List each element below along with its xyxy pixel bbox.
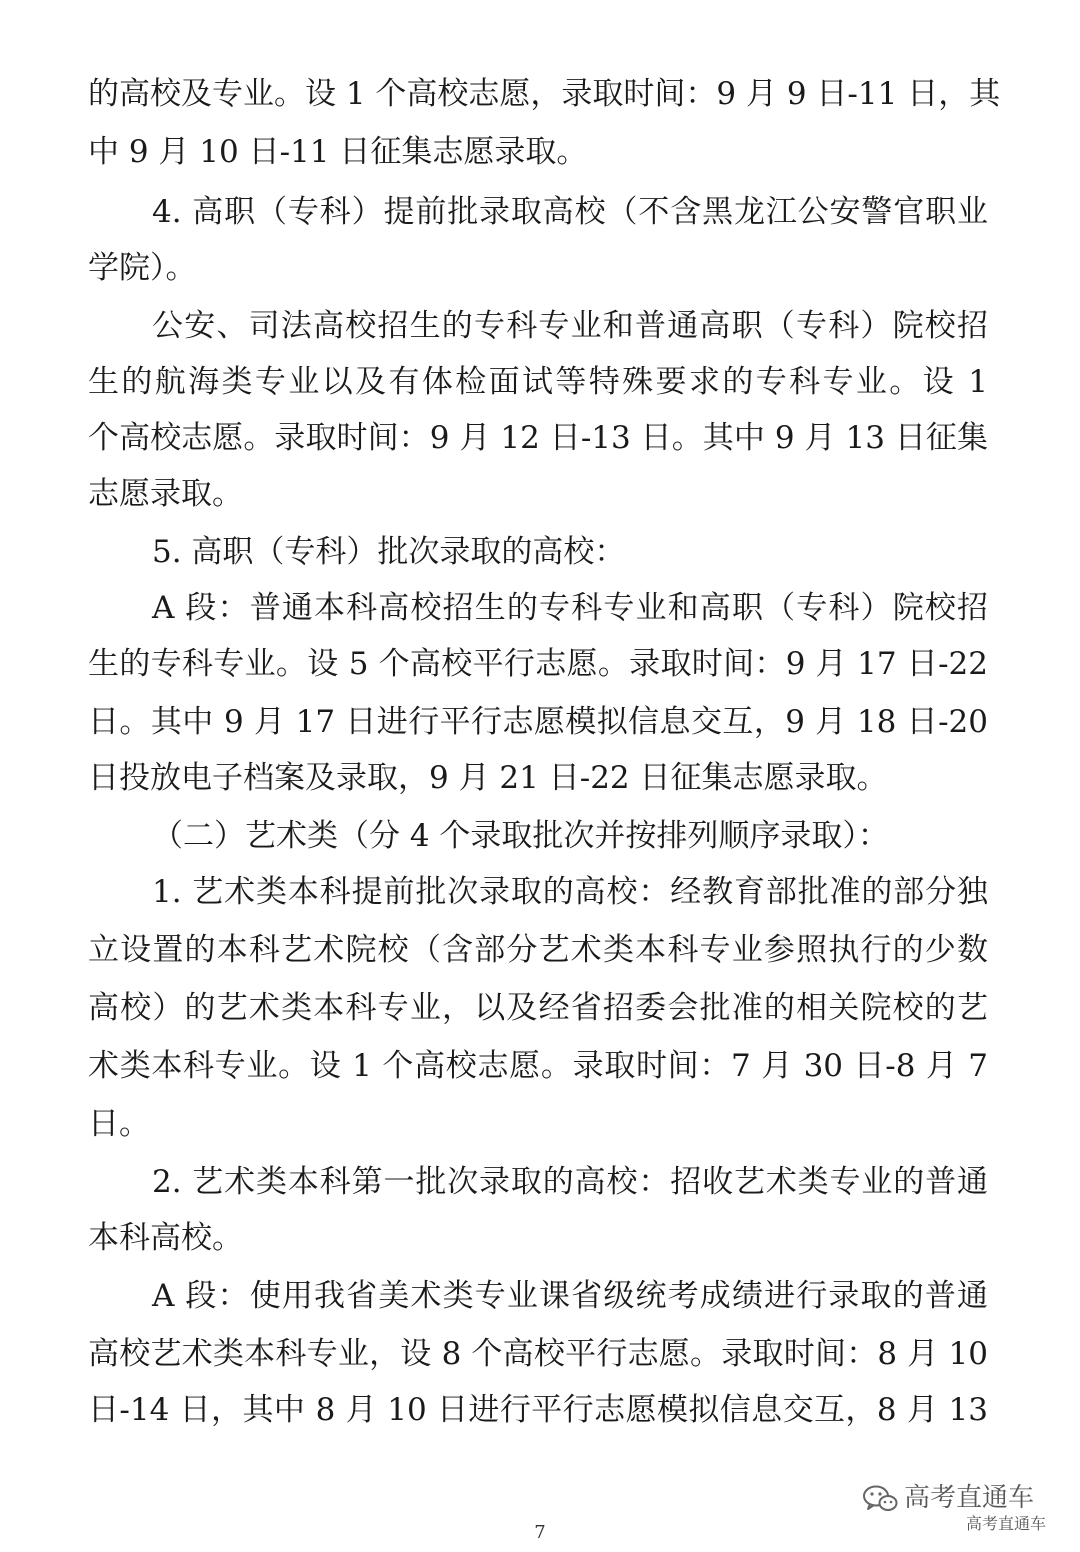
line-text: 日投放电子档案及录取，9 月 21 日-22 日征集志愿录取。 <box>88 760 888 796</box>
text-line <box>0 242 1080 294</box>
line-text: 高校艺术类本科专业，设 8 个高校平行志愿。录取时间：8 月 10 <box>88 1336 988 1372</box>
line-text: 4. 高职（专科）提前批录取高校（不含黑龙江公安警官职业 <box>152 194 988 230</box>
line-text: 公安、司法高校招生的专科专业和普通高职（专科）院校招 <box>152 308 988 344</box>
text-line <box>0 68 1080 120</box>
text-line <box>0 356 1080 408</box>
line-text: 本科高校。 <box>88 1220 243 1256</box>
line-text: 生的航海类专业以及有体检面试等特殊要求的专科专业。设 1 <box>88 364 988 400</box>
line-text: 日-14 日，其中 8 月 10 日进行平行志愿模拟信息交互，8 月 13 <box>88 1392 988 1428</box>
watermark <box>862 1478 1062 1538</box>
line-text: A 段：普通本科高校招生的专科专业和高职（专科）院校招 <box>152 590 988 626</box>
line-text: 立设置的本科艺术院校（含部分艺术类本科专业参照执行的少数 <box>88 932 988 968</box>
text-line <box>0 752 1080 804</box>
text-line <box>0 1040 1080 1092</box>
text-line <box>0 1156 1080 1208</box>
text-line <box>0 696 1080 748</box>
line-text: 的高校及专业。设 1 个高校志愿，录取时间：9 月 9 日-11 日，其 <box>88 76 1001 112</box>
text-line <box>0 1098 1080 1150</box>
text-line <box>0 982 1080 1034</box>
line-text: 1. 艺术类本科提前批次录取的高校：经教育部批准的部分独 <box>152 874 988 910</box>
line-text: 日。其中 9 月 17 日进行平行志愿模拟信息交互，9 月 18 日-20 <box>88 704 988 740</box>
page-number: 7 <box>534 1522 546 1543</box>
watermark-title: 高考直通车 <box>904 1483 1035 1513</box>
text-line <box>0 468 1080 520</box>
text-line <box>0 1384 1080 1436</box>
line-text: 术类本科专业。设 1 个高校志愿。录取时间：7 月 30 日-8 月 7 <box>88 1048 988 1084</box>
text-line <box>0 186 1080 238</box>
text-line <box>0 1328 1080 1380</box>
text-line <box>0 1212 1080 1264</box>
line-text: 高校）的艺术类本科专业，以及经省招委会批准的相关院校的艺 <box>88 990 988 1026</box>
line-text: 学院）。 <box>88 250 197 286</box>
line-text: 志愿录取。 <box>88 476 243 512</box>
text-line <box>0 924 1080 976</box>
text-line <box>0 866 1080 918</box>
line-text: A 段：使用我省美术类专业课省级统考成绩进行录取的普通 <box>152 1278 988 1314</box>
wechat-icon <box>862 1484 898 1514</box>
text-line <box>0 582 1080 634</box>
line-text: 日。 <box>88 1106 150 1142</box>
text-line <box>0 638 1080 690</box>
text-line <box>0 526 1080 578</box>
line-text: 5. 高职（专科）批次录取的高校： <box>152 534 626 570</box>
text-line <box>0 412 1080 464</box>
line-text: （二）艺术类（分 4 个录取批次并按排列顺序录取）： <box>152 818 889 854</box>
line-text: 生的专科专业。设 5 个高校平行志愿。录取时间：9 月 17 日-22 <box>88 646 988 682</box>
text-line <box>0 1270 1080 1322</box>
line-text: 中 9 月 10 日-11 日征集志愿录取。 <box>88 134 588 170</box>
watermark-subtitle: 高考直通车 <box>966 1514 1047 1533</box>
text-line <box>0 126 1080 178</box>
text-line <box>0 300 1080 352</box>
line-text: 2. 艺术类本科第一批次录取的高校：招收艺术类专业的普通 <box>152 1164 988 1200</box>
line-text: 个高校志愿。录取时间：9 月 12 日-13 日。其中 9 月 13 日征集 <box>88 420 988 456</box>
text-line <box>0 810 1080 862</box>
